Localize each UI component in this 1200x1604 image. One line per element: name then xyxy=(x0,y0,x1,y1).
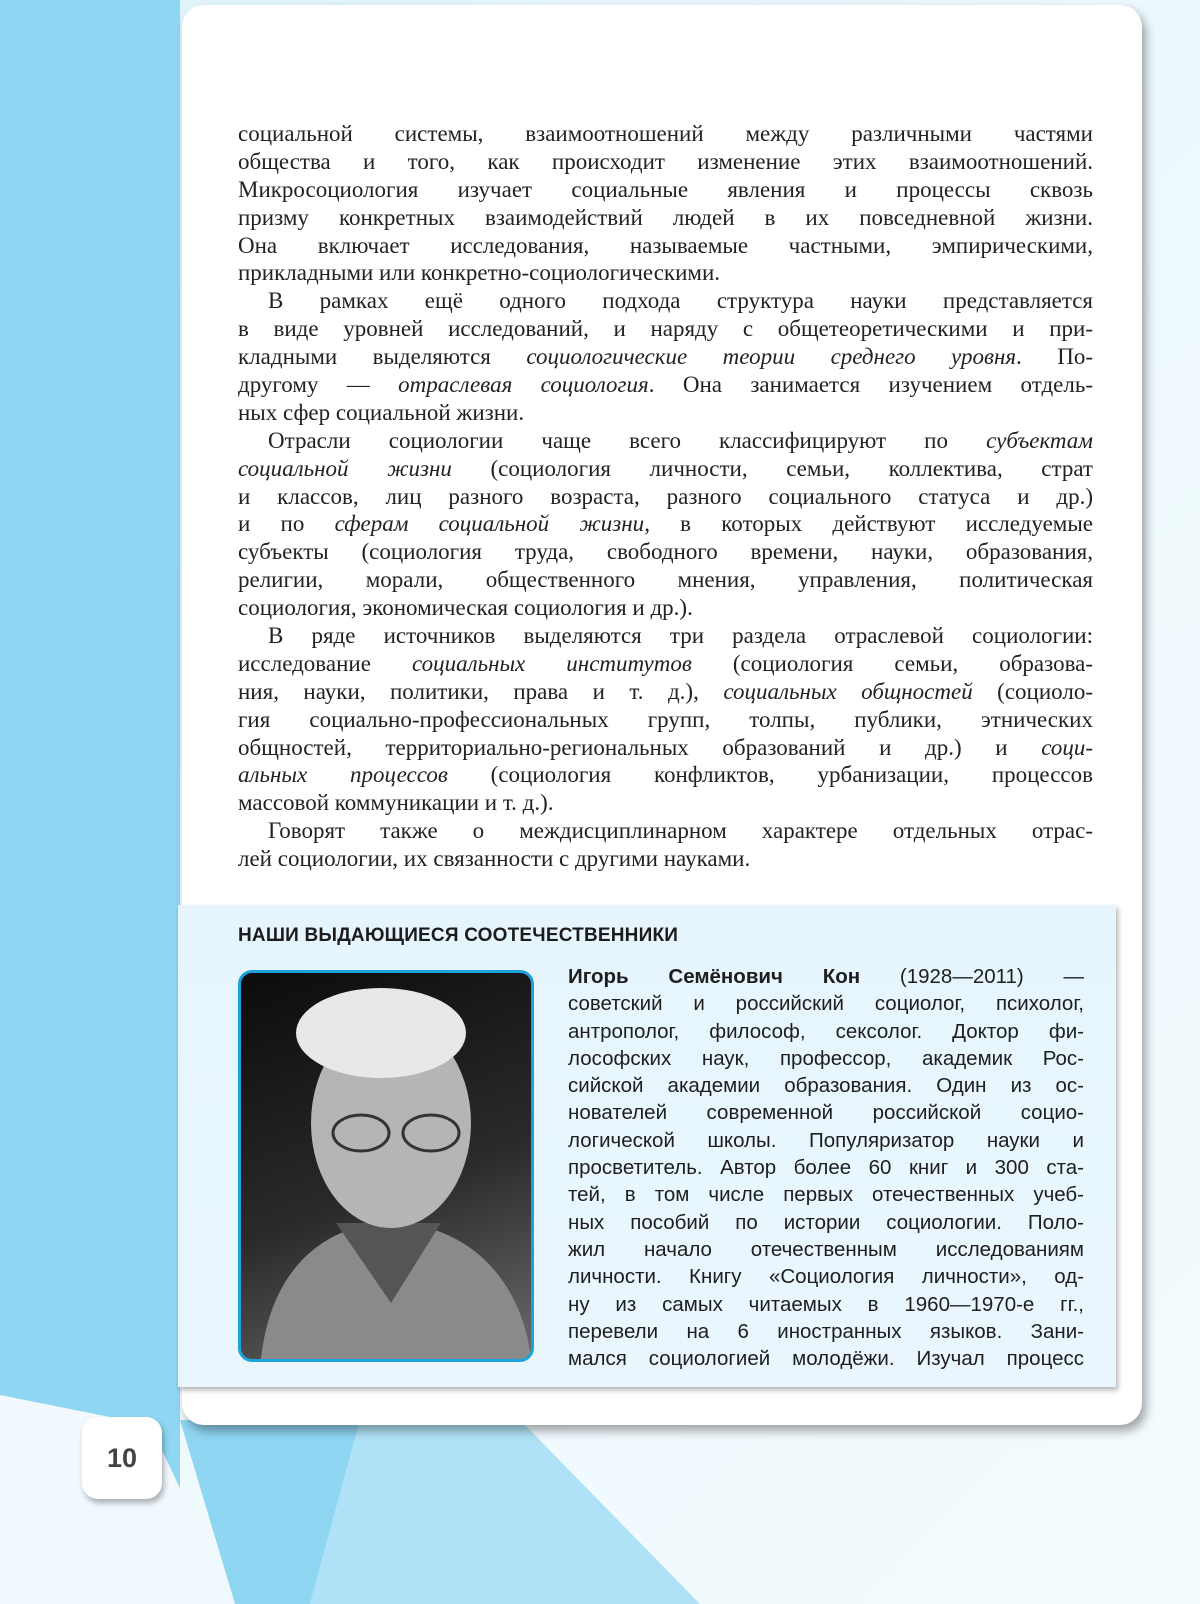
text-segment: Она включает исследования, называемые частными, эмпирическими, xyxy=(238,232,1093,258)
italic-term: сферам социальной жизни xyxy=(334,511,645,537)
text-segment: . Она занимается изучением отдель- xyxy=(648,372,1093,398)
text-segment: и классов, лиц разного возраста, разного социального статуса и др.) xyxy=(238,483,1093,509)
text-segment: Отрасли социологии чаще всего классифицируют по xyxy=(268,427,987,453)
text-segment: лей социологии, их связанности с другими науками. xyxy=(238,846,751,872)
text-line xyxy=(238,287,1093,315)
infobox-line: личности. Книгу «Социология личности», од- xyxy=(568,1265,1084,1289)
text-line xyxy=(238,315,1093,343)
portrait-photo xyxy=(238,970,534,1362)
text-line xyxy=(238,148,1093,176)
infobox-line: логической школы. Популяризатор науки и xyxy=(568,1128,1084,1152)
text-line xyxy=(238,455,1093,483)
infobox-line: нователей современной российской социо- xyxy=(568,1101,1084,1125)
text-segment: религии, морали, общественного мнения, управления, политическая xyxy=(238,567,1093,593)
text-line xyxy=(238,204,1093,232)
infobox-line: ных пособий по истории социологии. Поло- xyxy=(568,1210,1084,1234)
italic-term: социологические теории среднего уровня xyxy=(526,344,1017,370)
text-segment: призму конкретных взаимодействий людей в их повседневной жизни. xyxy=(238,204,1093,230)
text-segment: . По- xyxy=(1016,344,1093,370)
text-segment: и по xyxy=(238,511,335,537)
italic-term: социальных институтов xyxy=(411,650,692,676)
text-line xyxy=(238,259,1093,287)
text-line xyxy=(238,566,1093,594)
text-segment: общества и того, как происходит изменение этих взаимоотношений. xyxy=(238,148,1093,174)
text-line xyxy=(238,594,1093,622)
text-segment: общностей, территориально-региональных образований и др.) и xyxy=(238,734,1042,760)
text-line xyxy=(238,176,1093,204)
infobox-line: просветитель. Автор более 60 книг и 300 ста- xyxy=(568,1156,1084,1180)
text-line xyxy=(238,706,1093,734)
italic-term: отраслевая социология xyxy=(398,372,649,398)
italic-term: субъектам xyxy=(986,427,1093,453)
infobox-line: сийской академии образования. Один из ос- xyxy=(568,1074,1084,1098)
text-segment: В рамках ещё одного подхода структура науки представляется xyxy=(268,288,1093,314)
text-line xyxy=(238,622,1093,650)
text-line xyxy=(238,427,1093,455)
text-line xyxy=(238,650,1093,678)
infobox-line: ну из самых читаемых в 1960—1970-е гг., xyxy=(568,1292,1084,1316)
infobox-line: антрополог, философ, сексолог. Доктор фи- xyxy=(568,1019,1084,1043)
italic-term: социальной жизни xyxy=(238,455,452,481)
text-line xyxy=(238,483,1093,511)
text-segment: ных сфер социальной жизни. xyxy=(238,399,525,425)
infobox-text xyxy=(568,963,1084,1372)
infobox-line: перевели на 6 иностранных языков. Зани- xyxy=(568,1319,1084,1343)
text-segment: в виде уровней исследований, и наряду с общетеоретическими и при- xyxy=(238,316,1093,342)
infobox-line: жил начало отечественным исследованиям xyxy=(568,1237,1084,1261)
text-line xyxy=(238,371,1093,399)
person-dates: (1928—2011) — xyxy=(860,965,1085,988)
text-line xyxy=(238,734,1093,762)
italic-term: социальных общностей xyxy=(723,678,973,704)
text-segment: исследование xyxy=(238,650,412,676)
infobox-heading: НАШИ ВЫДАЮЩИЕСЯ СООТЕЧЕСТВЕННИКИ xyxy=(238,925,679,946)
page-number: 10 xyxy=(82,1417,162,1499)
text-segment: ния, науки, политики, права и т. д.), xyxy=(238,678,724,704)
text-segment: прикладными или конкретно-социологическими. xyxy=(238,260,721,286)
text-segment: массовой коммуникации и т. д.). xyxy=(238,790,554,816)
text-line xyxy=(238,845,1093,873)
text-line xyxy=(238,399,1093,427)
text-line xyxy=(238,120,1093,148)
text-segment: (социоло- xyxy=(972,678,1094,704)
text-segment: социальной системы, взаимоотношений между различными частями xyxy=(238,121,1093,146)
infobox-line: мался социологией молодёжи. Изучал процесс xyxy=(568,1347,1084,1371)
text-segment: гия социально-профессиональных групп, толпы, публики, этнических xyxy=(238,706,1093,732)
text-line xyxy=(238,232,1093,260)
text-line xyxy=(238,817,1093,845)
text-segment: (социология конфликтов, урбанизации, процессов xyxy=(447,762,1093,788)
text-line xyxy=(238,761,1093,789)
text-segment: (социология личности, семьи, коллектива, страт xyxy=(451,455,1093,481)
infobox-line: тей, в том числе первых отечественных учеб- xyxy=(568,1183,1084,1207)
main-text xyxy=(238,120,1093,873)
person-name: Игорь Семёнович Кон xyxy=(568,965,861,988)
text-segment: (социология семьи, образова- xyxy=(691,650,1093,676)
italic-term: альных процессов xyxy=(238,762,448,788)
text-segment: В ряде источников выделяются три раздела отраслевой социологии: xyxy=(268,623,1093,649)
text-segment: , в которых действуют исследуемые xyxy=(644,511,1093,537)
text-line xyxy=(238,510,1093,538)
text-segment: субъекты (социология труда, свободного времени, науки, образования, xyxy=(238,539,1093,565)
infobox-line: советский и российский социолог, психолог, xyxy=(568,992,1084,1016)
text-line xyxy=(238,789,1093,817)
text-segment: другому — xyxy=(238,372,399,398)
italic-term: соци- xyxy=(1041,734,1093,760)
text-segment: кладными выделяются xyxy=(238,344,527,370)
text-segment: Микросоциология изучает социальные явления и процессы сквозь xyxy=(238,176,1093,202)
text-line xyxy=(238,343,1093,371)
infobox-line: лософских наук, профессор, академик Рос- xyxy=(568,1046,1084,1070)
text-segment: социология, экономическая социология и др.). xyxy=(238,595,693,621)
text-line xyxy=(238,678,1093,706)
text-segment: Говорят также о междисциплинарном характере отдельных отрас- xyxy=(268,818,1093,844)
text-line xyxy=(238,538,1093,566)
infobox-outstanding-compatriots xyxy=(178,905,1116,1387)
